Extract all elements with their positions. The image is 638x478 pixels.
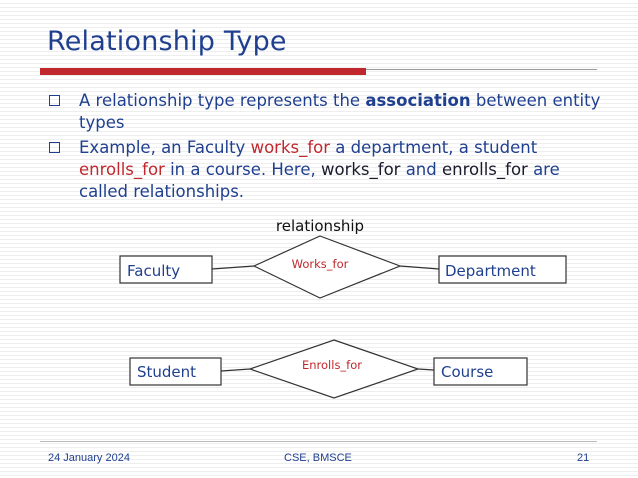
entity-label-department: Department: [445, 262, 536, 280]
entity-label-course: Course: [441, 363, 494, 381]
bullet2-dark-term-2: enrolls_for: [442, 160, 528, 179]
slide-title: Relationship Type: [47, 26, 287, 57]
connector-enrollsfor-course: [418, 369, 434, 370]
bullet2-text-4: and: [400, 160, 442, 179]
diagram-caption: relationship: [275, 217, 365, 235]
bullet2-red-term-1: works_for: [250, 138, 331, 157]
bullet1-text-1: A relationship type represents the: [79, 91, 366, 110]
relationship-label-works-for: Works_for: [291, 257, 349, 271]
bullet2-text-2: a department, a student: [330, 138, 538, 157]
bullet2-text-3: in a course. Here,: [164, 160, 321, 179]
bullet2-red-term-2: enrolls_for: [79, 160, 165, 179]
connector-worksfor-department: [400, 266, 439, 269]
bullet2-dark-term-1: works_for: [320, 160, 401, 179]
entity-label-student: Student: [137, 363, 197, 381]
footer-divider: [40, 441, 597, 442]
bullet1-text-2: between entity types: [79, 91, 601, 132]
footer-date: 24 January 2024: [48, 452, 130, 464]
bullet2-text-5: are called relationships.: [79, 160, 560, 201]
footer-center-text: CSE, BMSCE: [284, 452, 352, 464]
bullet1-bold-term: association: [365, 91, 471, 110]
bullet2-text-1: Example, an Faculty: [79, 138, 251, 157]
connector-faculty-worksfor: [212, 266, 254, 269]
connector-student-enrollsfor: [221, 369, 250, 371]
footer-page-number: 21: [577, 452, 590, 464]
entity-label-faculty: Faculty: [127, 262, 181, 280]
relationship-label-enrolls-for: Enrolls_for: [301, 358, 363, 372]
